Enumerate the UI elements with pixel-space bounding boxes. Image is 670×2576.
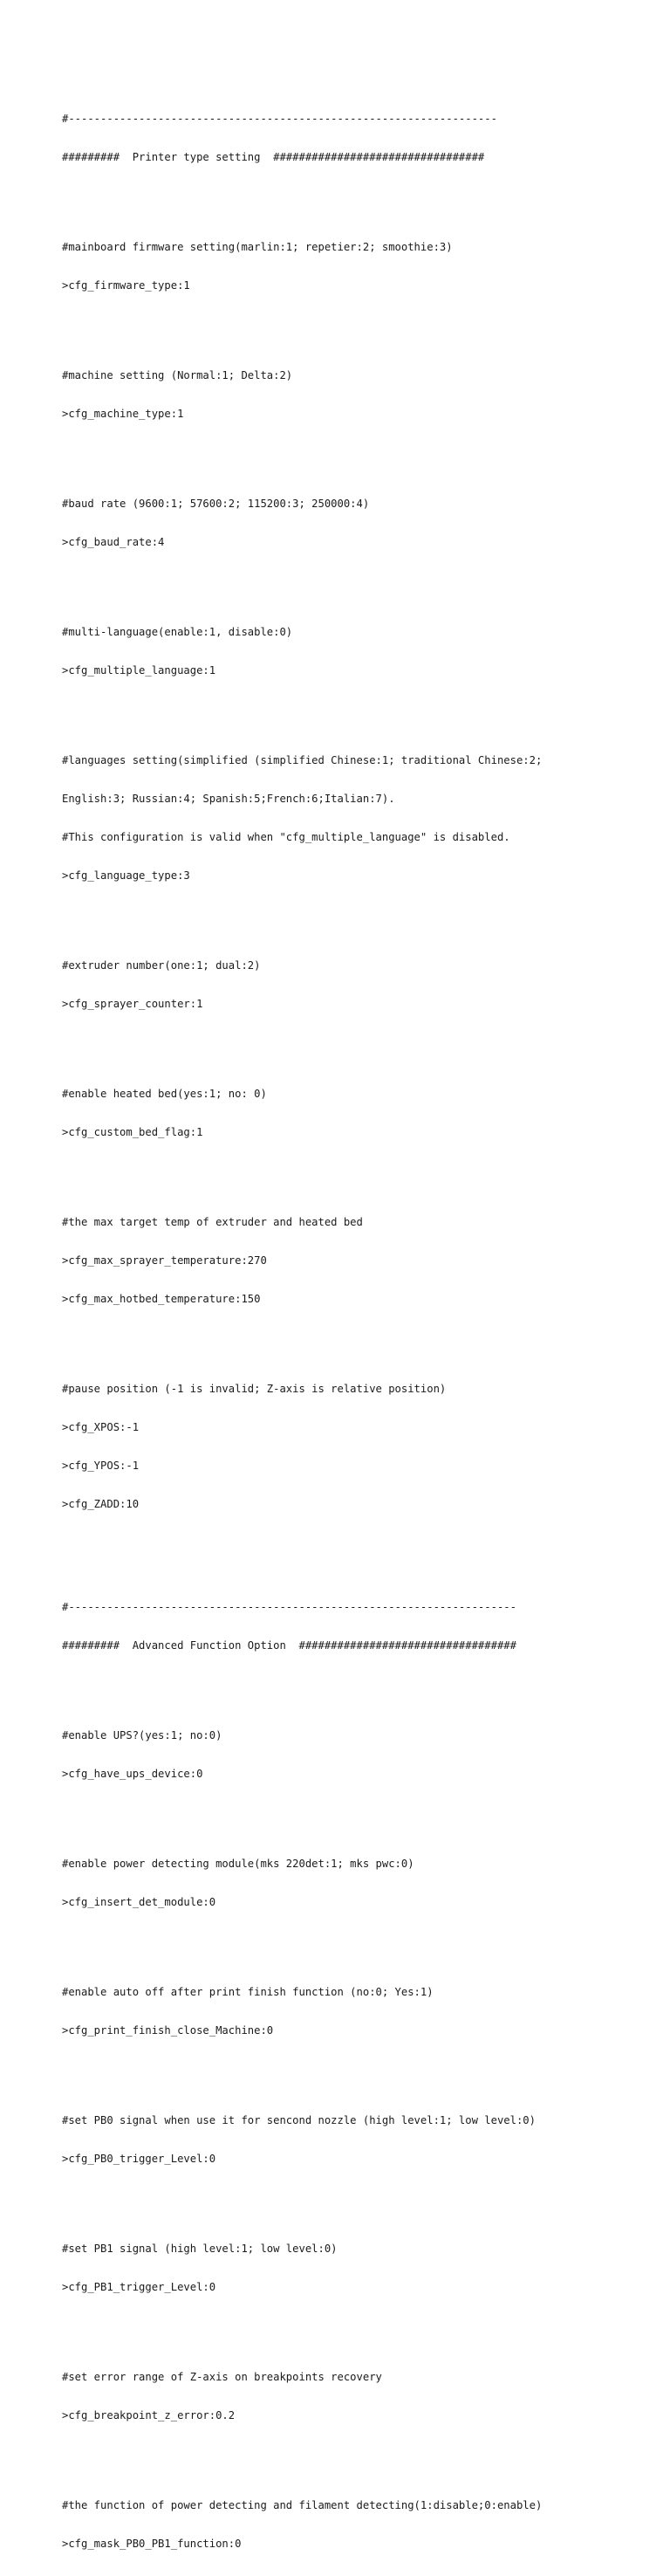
setting-zadd: >cfg_ZADD:10	[62, 1498, 140, 1511]
setting-firmware-type: >cfg_firmware_type:1	[62, 278, 190, 292]
comment-firmware: #mainboard firmware setting(marlin:1; repetier:2; smoothie:3)	[62, 240, 453, 253]
comment-languages-cont: English:3; Russian:4; Spanish:5;French:6;Italian:7).	[62, 792, 395, 805]
comment-extruder: #extruder number(one:1; dual:2)	[62, 958, 261, 972]
setting-have-ups-device: >cfg_have_ups_device:0	[62, 1767, 203, 1780]
setting-xpos: >cfg_XPOS:-1	[62, 1421, 140, 1434]
section-header: ######### Advanced Function Option ##################################	[62, 1638, 516, 1652]
setting-max-sprayer-temperature: >cfg_max_sprayer_temperature:270	[62, 1254, 267, 1267]
setting-max-hotbed-temperature: >cfg_max_hotbed_temperature:150	[62, 1293, 261, 1306]
comment-z-error: #set error range of Z-axis on breakpoints recovery	[62, 2370, 382, 2383]
comment-pb0-signal: #set PB0 signal when use it for sencond nozzle (high level:1; low level:0)	[62, 2113, 536, 2126]
comment-baud-rate: #baud rate (9600:1; 57600:2; 115200:3; 250000:4)	[62, 497, 370, 510]
setting-pb0-trigger-level: >cfg_PB0_trigger_Level:0	[62, 2152, 216, 2165]
config-document	[62, 61, 664, 2576]
comment-pb1-signal: #set PB1 signal (high level:1; low level:0)	[62, 2242, 338, 2255]
setting-sprayer-counter: >cfg_sprayer_counter:1	[62, 998, 203, 1010]
setting-multiple-language: >cfg_multiple_language:1	[62, 663, 216, 677]
setting-mask-pb0-pb1-function: >cfg_mask_PB0_PB1_function:0	[62, 2537, 242, 2550]
comment-languages-note: #This configuration is valid when "cfg_multiple_language" is disabled.	[62, 830, 510, 843]
comment-pause-position: #pause position (-1 is invalid; Z-axis is relative position)	[62, 1382, 447, 1395]
comment-auto-off: #enable auto off after print finish function (no:0; Yes:1)	[62, 1985, 434, 1998]
section-rule: #-------------------------------------------------------------------	[62, 112, 497, 125]
setting-language-type: >cfg_language_type:3	[62, 869, 190, 883]
section-header: ######### Printer type setting #################################	[62, 150, 485, 163]
comment-multi-language: #multi-language(enable:1, disable:0)	[62, 625, 293, 638]
comment-languages: #languages setting(simplified (simplified Chinese:1; traditional Chinese:2;	[62, 753, 543, 766]
comment-machine: #machine setting (Normal:1; Delta:2)	[62, 368, 293, 381]
setting-ypos: >cfg_YPOS:-1	[62, 1460, 140, 1473]
comment-power-detect-module: #enable power detecting module(mks 220det:1; mks pwc:0)	[62, 1857, 414, 1870]
comment-max-temp: #the max target temp of extruder and heated bed	[62, 1215, 363, 1228]
comment-ups: #enable UPS?(yes:1; no:0)	[62, 1728, 222, 1741]
section-rule: #----------------------------------------------------------------------	[62, 1600, 516, 1613]
comment-detect-function: #the function of power detecting and filament detecting(1:disable;0:enable)	[62, 2498, 543, 2511]
setting-machine-type: >cfg_machine_type:1	[62, 407, 184, 420]
setting-custom-bed-flag: >cfg_custom_bed_flag:1	[62, 1125, 203, 1138]
setting-baud-rate: >cfg_baud_rate:4	[62, 535, 165, 548]
comment-heated-bed: #enable heated bed(yes:1; no: 0)	[62, 1087, 267, 1100]
setting-breakpoint-z-error: >cfg_breakpoint_z_error:0.2	[62, 2408, 236, 2421]
setting-pb1-trigger-level: >cfg_PB1_trigger_Level:0	[62, 2280, 216, 2293]
setting-insert-det-module: >cfg_insert_det_module:0	[62, 1895, 216, 1908]
setting-print-finish-close-machine: >cfg_print_finish_close_Machine:0	[62, 2023, 274, 2037]
